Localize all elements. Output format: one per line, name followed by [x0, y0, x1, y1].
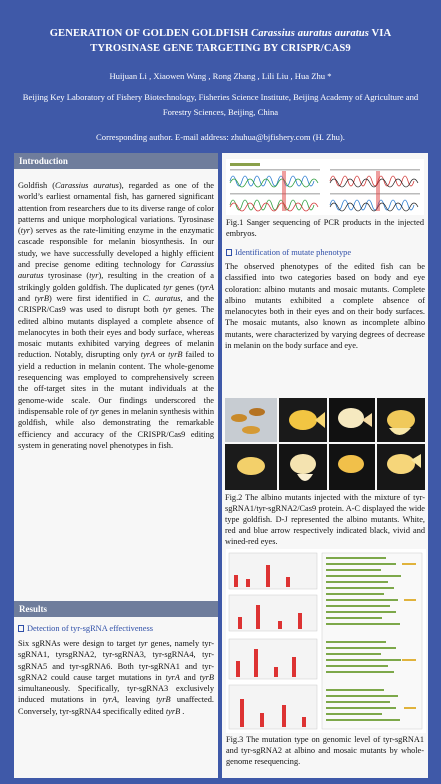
- left-column: [14, 153, 218, 778]
- authors: Huijuan Li , Xiaowen Wang , Rong Zhang , Lili Liu , Hua Zhu *: [109, 71, 332, 81]
- right-column: [222, 153, 428, 778]
- affiliation: Beijing Key Laboratory of Fishery Biotechnology, Fisheries Science Institute, Beijing Academy of Agriculture and Forestry Sciences, Beijing, China: [22, 92, 419, 117]
- subheading-sgrna: Detection of tyr-sgRNA effectiveness: [18, 623, 216, 634]
- phenotype-text: The observed phenotypes of the edited fish can be classified into two categories based on body and eye coloration: albino mutants and mosaic mutants. Complete albino mutants exhibited a complete absence of melanocytes both in their eyes and on their body surfaces. The mosaic mutants, also known as incomplete albino mutants, were characterized by varying degrees of decrease in melanin on the body surface and eye.: [225, 262, 425, 351]
- figure-2-caption: Fig.2 The albino mutants injected with the mixture of tyr-sgRNA1/tyr-sgRNA2/Cas9 protein. A-C displayed the wide type goldfish. D-J represented the albino mutants. White, red and blue arrow respectively indicated black, vivid and wined-red eyes.: [225, 493, 425, 546]
- poster-header: [0, 0, 441, 148]
- corresponding-author: Corresponding author. E-mail address: zhuhua@bjfishery.com (H. Zhu).: [96, 132, 345, 142]
- subheading-phenotype: Identification of mutate phenotype: [226, 247, 424, 258]
- poster-title: GENERATION OF GOLDEN GOLDFISH Carassius auratus auratus VIA TYROSINASE GENE TARGETING BY CRISPR/CAS9: [49, 28, 392, 54]
- figure-1-sequencing-image: [226, 159, 424, 215]
- results-heading: Results: [14, 601, 218, 617]
- introduction-text: Goldfish (Carassius auratus), regarded as one of the world’s earliest ornamental fish, has garnered significant attention from researchers due to its diverse range of color patterns and unique morphological variations. Tyrosinase (tyr) serves as the rate-limiting enzyme in the enzymatic cascade responsible for melanin biosynthesis. In our study, we have successfully developed a highly efficient and precise genome editing technology for Carassius auratus tyrosinase (tyr), resulting in the creation of a strikingly golden goldfish. The duplicated tyr genes (tyrA and tyrB) were first identified in C. auratus, and the CRISPR/Cas9 was used to disrupt both tyr genes. The edited albino mutants displayed a complete absence of melanocytes in both their eyes and body surface, whereas mosaic mutants exhibited varying degrees of melanin reduction. Notably, disrupting only tyrA or tyrB failed to yield a reduction in melanin content. The whole-genome resequencing was employed to comprehensively screen the off-target sites in the mutant individuals at the genome-wide scale. Our findings underscored the indispensable role of tyr genes in melanin synthesis within goldfish, while also demonstrating the remarkable efficiency and accuracy of the CRISPR/Cas9 editing system in generating novel phenotypes in fish.: [18, 181, 214, 450]
- figure-3-resequencing-image: [226, 549, 426, 733]
- figure-2-goldfish-photos: [225, 398, 425, 490]
- introduction-heading: Introduction: [14, 153, 218, 169]
- checkbox-icon: [18, 625, 24, 632]
- figure-1-caption: Fig.1 Sanger sequencing of PCR products in the injected embryos.: [226, 218, 424, 238]
- checkbox-icon: [226, 249, 232, 256]
- results-text: Six sgRNAs were design to target tyr genes, namely tyr-sgRNA1, tyrsgRNA2, tyr-sgRNA3, tyr-sgRNA4, tyr-sgRNA5 and tyr-sgRNA6. Both tyr-sgRNA1 and tyr-sgRNA2 could cause target mutations in tyrA and tyrB simultaneously. Specifically, tyr-sgRNA3 exclusively induced mutations in tyrA, leaving tyrB unaffected. Conversely, tyr-sgRNA4 specifically edited tyrB .: [18, 639, 214, 716]
- figure-3-caption: Fig.3 The mutation type on genomic level of tyr-sgRNA1 and tyr-sgRNA2 at albino and mosaic mutants by whole-genome resequencing.: [226, 735, 424, 766]
